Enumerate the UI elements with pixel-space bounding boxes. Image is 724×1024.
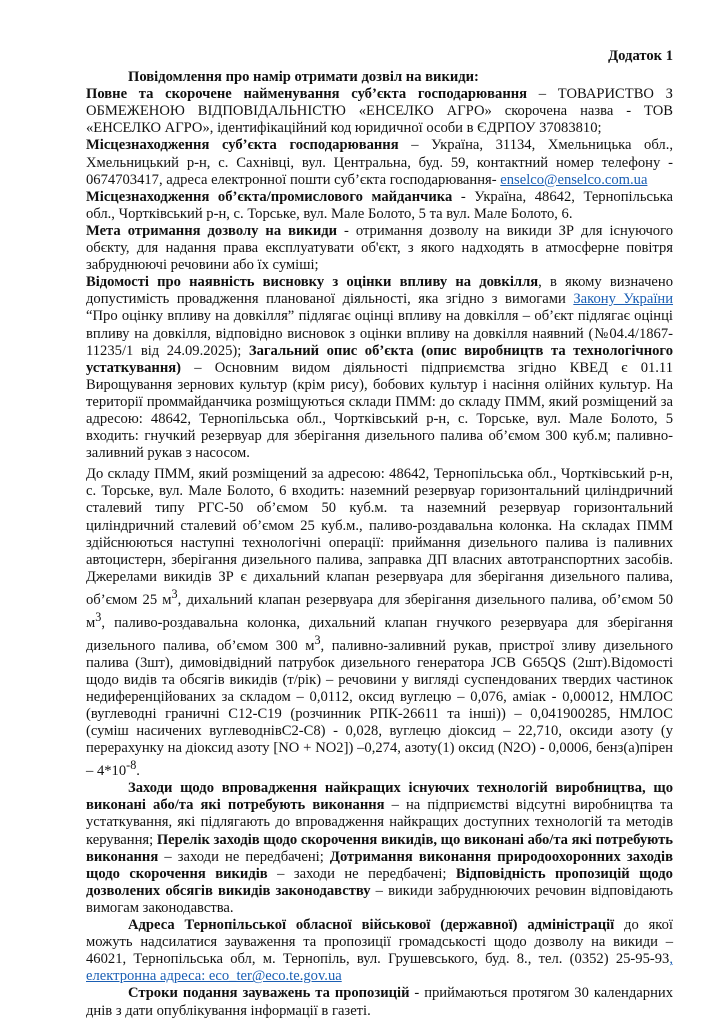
law-link[interactable]: Закону України (573, 291, 674, 308)
paragraph-measures (86, 780, 673, 917)
text-entity-name: – ТОВАРИСТВО З ОБМЕЖЕНОЮ ВІДПОВІДАЛЬНІСТЮ «ЕНСЕЛКО АГРО» скорочена назва - ТОВ «ЕНСЕЛКО АГРО», ідентифікаційний код юридичної особи в ЄДРПОУ 37083810; (86, 86, 673, 137)
label-measures-compliance: Дотримання виконання природоохоронних заходів щодо скорочення викидів (86, 848, 673, 882)
label-assessment: Відомості про наявність висновку з оцінки впливу на довкілля (86, 274, 539, 291)
sup-2: 3 (95, 609, 102, 624)
text-assessment-b: “Про оцінку впливу на довкілля” підлягає оцінці впливу на довкілля – об’єкт підлягає оцінці впливу на довкілля, відповідно висновок з оцінки впливу на довкілля наявний (№04.4/1867-11235/1 від 24.09.2025); (86, 308, 673, 359)
text-assessment-a: , в якому визначено допустимість провадження планованої діяльності, яка згідно з вимогами (86, 274, 673, 308)
label-deadlines: Строки подання зауважень та пропозицій (128, 985, 410, 1002)
appendix-label: Додаток 1 (608, 48, 673, 64)
label-measures-bat: Заходи щодо впровадження найкращих існуючих технологій виробництва, що виконані або/та які потребують виконання (86, 780, 673, 814)
label-measures-list: Перелік заходів щодо скорочення викидів, що виконані або/та які потребують виконання (86, 831, 673, 865)
notice-title: Повідомлення про намір отримати дозвіл на викиди: (128, 69, 479, 86)
sup-3: 3 (314, 632, 321, 647)
text-fuel-a: До складу ПММ, який розміщений за адресою: 48642, Тернопільська обл., Чортківський р-н, с. Торське, вул. Мале Болото, 6 входить: наземний резервуар горизонтальний циліндричний сталевий типу РГС-50 об’ємом 50 куб.м. та наземний резервуар горизонтальний циліндричний сталевий об’ємом 25 куб.м., паливо-роздавальна колонка. На складах ПММ здійснюються наступні технологічні операції: приймання дизельного палива із паливних автоцистерн, зберігання дизельного палива, заправка ДП власних автотранспортних засобів. Джерелами викидів ЗР є дихальний клапан резервуара для зберігання дизельного палива, об’ємом 25 м (86, 466, 673, 608)
label-entity-location: Місцезнаходження суб’єкта господарювання (86, 137, 399, 154)
label-measures-legislation: Відповідність пропозицій щодо дозволених обсягів викидів законодавству (86, 865, 673, 899)
text-administration: до якої можуть надсилатися зауваження та пропозиції громадськості щодо дозволу на викиди – 46021, Тернопільська обл, м. Тернопіль, вул. Грушевського, буд. 8., тел. (0352) 25-95-93 (86, 917, 673, 968)
paragraph-entity-location (86, 137, 673, 188)
paragraph-site-location (86, 189, 673, 223)
paragraph-deadlines (86, 985, 673, 1019)
document-page (86, 48, 673, 1020)
label-purpose: Мета отримання дозволу на викиди (86, 222, 338, 239)
text-measures-d: – викиди забруднюючих речовин відповідають вимогам законодавства. (86, 882, 673, 916)
paragraph-purpose (86, 223, 673, 274)
paragraph-fuel-storage (86, 466, 673, 780)
text-entity-location: – Україна, 31134, Хмельницька обл., Хмельницький р-н, с. Сахнівці, вул. Центральна, буд. 59, контактний номер телефону - 0674703417, адреса електронної пошти суб’єкта господарювання- (86, 137, 673, 188)
text-measures-c: – заходи не передбачені; (267, 865, 456, 882)
label-site-location: Місцезнаходження об’єкта/промислового майданчика (86, 188, 453, 205)
sup-4: -8 (126, 758, 137, 773)
paragraph-entity-name (86, 86, 673, 137)
text-fuel-d: , паливно-заливний рукав, пристрої зливу дизельного палива (3шт), димовідвідний патрубок дизельного генератора JCB G65QS (2шт).Відомості щодо видів та обсягів викидів (т/рік) – речовини у вигляді суспендованих твердих частинок недиференційованих за складом – 0,0112, оксид вуглецю – 0,076, аміак - 0,00012, НМЛОС (вуглеводні граничні С12-С19 (розчинник РПК-26611 та інші)) – 0,041900285, НМЛОС (суміш насичених вуглеводнівС2-С8) - 0,028, вуглецю діоксид – 22,710, оксиди азоту (у перерахунку на діоксид азоту [NO + NO2]) –0,274, азоту(1) оксид (N2O) - 0,0006, бенз(а)пірен – 4*10 (86, 637, 673, 780)
email-link[interactable]: enselco@enselco.com.ua (500, 171, 648, 188)
text-site-location: - Україна, 48642, Тернопільська обл., Чортківський р-н, с. Торське, вул. Мале Болото, 5 та вул. Мале Болото, 6. (86, 188, 673, 222)
sup-1: 3 (171, 586, 178, 601)
text-deadlines: - приймаються протягом 30 календарних днів з дати опублікування інформації в газеті. (86, 985, 673, 1019)
text-measures-a: – на підприємстві відсутні виробництва та устаткування, які підлягають до впровадження найкращих доступних технологій та методів керування; (86, 797, 673, 848)
admin-email-link[interactable]: , електронна адреса: eco_ter@eco.te.gov.ua (86, 951, 673, 985)
label-entity-name: Повне та скорочене найменування суб’єкта господарювання (86, 86, 528, 103)
paragraph-administration-address (86, 917, 673, 985)
text-fuel-c: , паливо-роздавальна колонка, дихальний клапан гнучкого резервуара для зберігання дизельного палива, об’ємом 300 м (86, 614, 673, 654)
label-object-description: Загальний опис об’єкта (опис виробництв та технологічного устаткування) (86, 342, 673, 376)
text-fuel-b: , дихальний клапан резервуара для зберігання дизельного палива, об’ємом 50 м (86, 591, 673, 631)
paragraph-assessment (86, 274, 673, 462)
text-object-description: – Основним видом діяльності підприємства згідно КВЕД є 01.11 Вирощування зернових культур (крім рису), бобових культур і насіння олійних культур. На території проммайданчика розміщуються склади ПММ: до складу ПММ, який розміщений за адресою: 48642, Тернопільська обл., Чортківський р-н, с. Торське, вул. Мале Болото, 5 входить: гнучкий резервуар для зберігання дизельного палива об’ємом 300 куб.м; паливно-заливний рукав з насосом. (86, 359, 673, 462)
text-purpose: - отримання дозволу на викиди ЗР для існуючого обєкту, для надання права експлуатувати об'єкт, з якого надходять в атмосферне повітря забруднюючі речовини або їх суміші; (86, 222, 673, 274)
label-administration: Адреса Тернопільської обласної військової (державної) адміністрації (128, 917, 615, 934)
text-fuel-e: . (136, 763, 140, 780)
text-measures-b: – заходи не передбачені; (158, 848, 330, 865)
